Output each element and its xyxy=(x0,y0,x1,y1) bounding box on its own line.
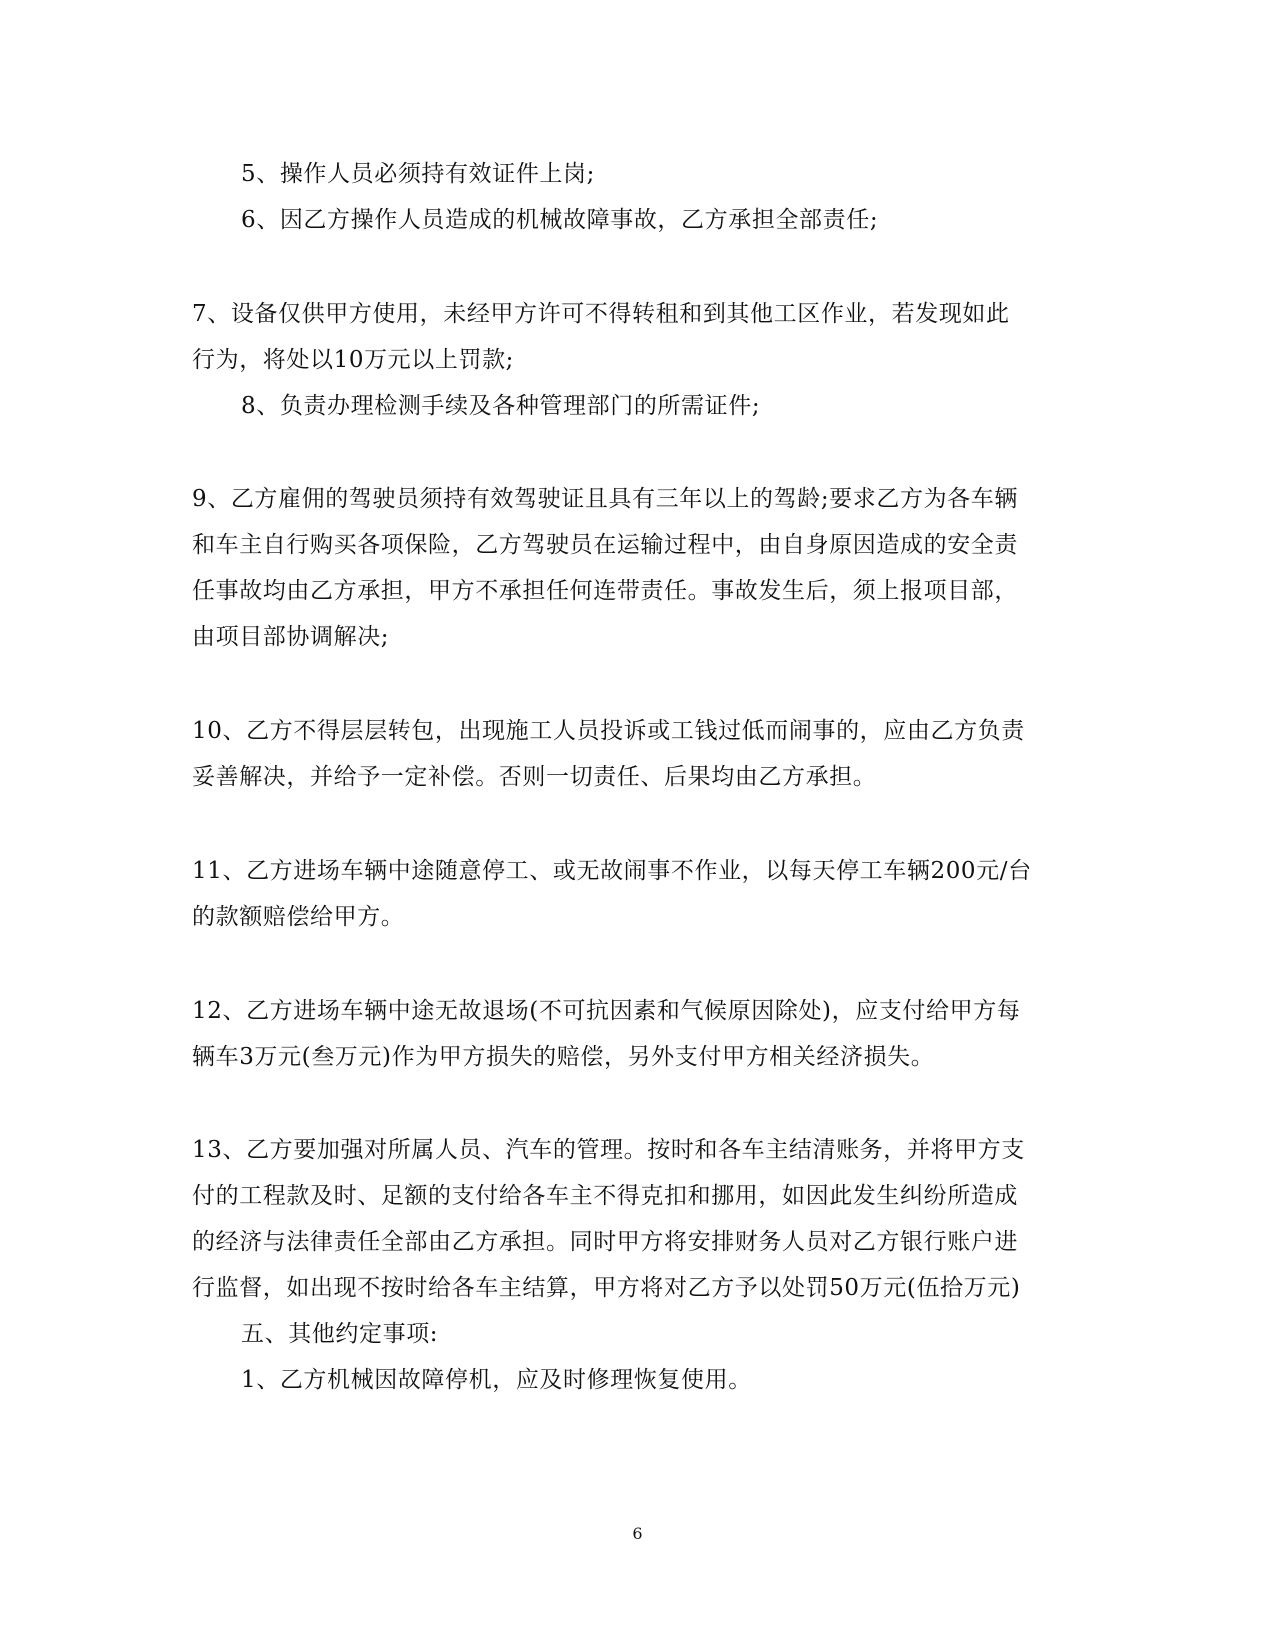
clause-9-line-2: 和车主自行购买各项保险，乙方驾驶员在运输过程中，由自身原因造成的安全责 xyxy=(192,532,1018,558)
clause-13-line-2: 付的工程款及时、足额的支付给各车主不得克扣和挪用，如因此发生纠纷所造成 xyxy=(192,1183,1018,1209)
clause-13-line-3: 的经济与法律责任全部由乙方承担。同时甲方将安排财务人员对乙方银行账户进 xyxy=(192,1229,1018,1255)
clause-5-line-1: 5、操作人员必须持有效证件上岗; xyxy=(241,161,595,187)
clause-12-line-1: 12、乙方进场车辆中途无故退场(不可抗因素和气候原因除处)，应支付给甲方每 xyxy=(192,998,1021,1024)
clause-6-line-1: 6、因乙方操作人员造成的机械故障事故，乙方承担全部责任; xyxy=(241,207,879,233)
clause-8-line-1: 8、负责办理检测手续及各种管理部门的所需证件; xyxy=(241,393,761,419)
clause-11-line-1: 11、乙方进场车辆中途随意停工、或无故闹事不作业，以每天停工车辆200元/台 xyxy=(192,858,1032,884)
clause-13-line-4: 行监督，如出现不按时给各车主结算，甲方将对乙方予以处罚50万元(伍拾万元) xyxy=(192,1275,1021,1301)
section-5-item-1: 1、乙方机械因故障停机，应及时修理恢复使用。 xyxy=(241,1367,752,1393)
page-number: 6 xyxy=(632,1524,643,1543)
clause-11-line-2: 的款额赔偿给甲方。 xyxy=(192,904,405,930)
clause-7-line-1: 7、设备仅供甲方使用，未经甲方许可不得转租和到其他工区作业，若发现如此 xyxy=(192,301,1010,327)
clause-10-line-2: 妥善解决，并给予一定补偿。否则一切责任、后果均由乙方承担。 xyxy=(192,764,877,790)
clause-12-line-2: 辆车3万元(叁万元)作为甲方损失的赔偿，另外支付甲方相关经济损失。 xyxy=(192,1044,935,1070)
clause-9-line-4: 由项目部协调解决; xyxy=(192,624,390,650)
clause-7-line-2: 行为，将处以10万元以上罚款; xyxy=(192,347,515,373)
clause-9-line-3: 任事故均由乙方承担，甲方不承担任何连带责任。事故发生后，须上报项目部， xyxy=(192,578,1018,604)
section-5-heading: 五、其他约定事项: xyxy=(241,1321,439,1347)
clause-13-line-1: 13、乙方要加强对所属人员、汽车的管理。按时和各车主结清账务，并将甲方支 xyxy=(192,1137,1025,1163)
clause-9-line-1: 9、乙方雇佣的驾驶员须持有效驾驶证且具有三年以上的驾龄;要求乙方为各车辆 xyxy=(192,486,1018,512)
clause-10-line-1: 10、乙方不得层层转包，出现施工人员投诉或工钱过低而闹事的，应由乙方负责 xyxy=(192,718,1025,744)
